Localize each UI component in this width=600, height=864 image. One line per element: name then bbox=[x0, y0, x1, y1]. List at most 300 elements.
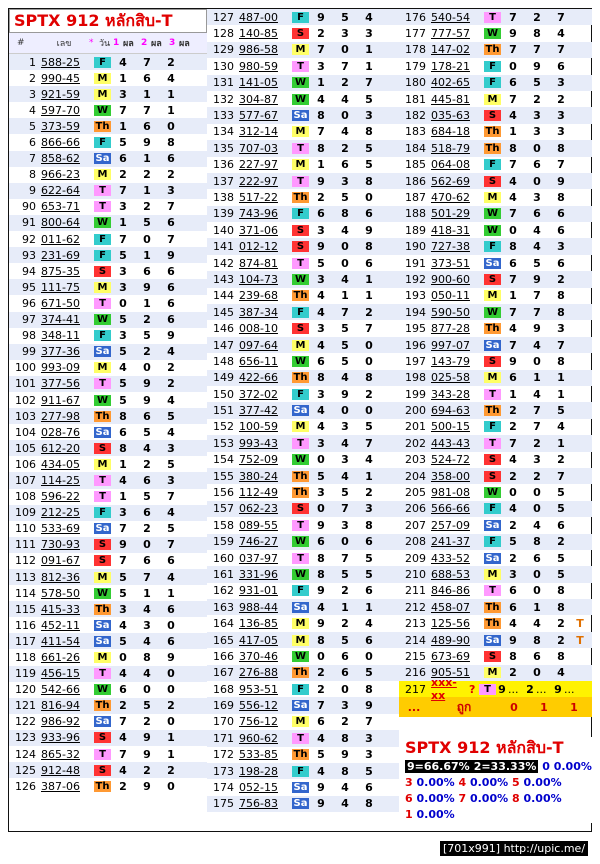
table-row bbox=[9, 666, 207, 682]
day-badge: F bbox=[94, 330, 111, 341]
row-number: 130 bbox=[213, 59, 234, 73]
digit-2: 2 bbox=[341, 584, 349, 598]
table-row bbox=[399, 402, 592, 418]
table-row bbox=[399, 58, 592, 74]
extra-mark: T bbox=[576, 617, 584, 631]
table-row bbox=[207, 697, 399, 713]
digit-2: 0 bbox=[341, 240, 349, 254]
digit-3: 2 bbox=[167, 377, 175, 391]
summary-pct: 0.00% bbox=[416, 776, 459, 789]
hash-header: # bbox=[17, 38, 25, 48]
draw-result: 377-56 bbox=[41, 377, 80, 391]
day-badge: S bbox=[484, 110, 501, 121]
rows-col1 bbox=[9, 54, 207, 794]
digit-1: 7 bbox=[509, 92, 517, 106]
draw-result: 198-28 bbox=[239, 764, 278, 778]
draw-result: 562-69 bbox=[431, 174, 470, 188]
digit-2: 7 bbox=[341, 551, 349, 565]
digit-1: 0 bbox=[317, 453, 325, 467]
table-row bbox=[399, 337, 592, 353]
day-badge: S bbox=[484, 454, 501, 465]
day-badge: S bbox=[292, 225, 309, 236]
summary-pct: 0.00% bbox=[416, 792, 459, 805]
digit-3: 1 bbox=[167, 731, 175, 745]
digit-2: 7 bbox=[341, 59, 349, 73]
digit-2: 2 bbox=[341, 141, 349, 155]
day-badge: F bbox=[484, 536, 501, 547]
digit-3: 6 bbox=[167, 296, 175, 310]
digit-2: 6 bbox=[143, 71, 151, 85]
table-row bbox=[399, 107, 592, 123]
digit-2: 8 bbox=[143, 651, 151, 665]
digit-1: 6 bbox=[317, 354, 325, 368]
digit-1: 5 bbox=[119, 345, 127, 359]
digit-3: 6 bbox=[167, 264, 175, 278]
digit-1: 6 bbox=[119, 152, 127, 166]
draw-result: 037-97 bbox=[239, 551, 278, 565]
digit-2: 0 bbox=[341, 43, 349, 57]
draw-result: 011-62 bbox=[41, 232, 80, 246]
draw-result: 730-93 bbox=[41, 538, 80, 552]
row-number: 106 bbox=[15, 457, 36, 471]
digit-2: 5 bbox=[533, 256, 541, 270]
row-number: 132 bbox=[213, 92, 234, 106]
res2-header: ผล bbox=[151, 39, 162, 49]
day-badge: M bbox=[292, 635, 309, 646]
draw-result: 933-96 bbox=[41, 731, 80, 745]
digit-1: 4 bbox=[119, 618, 127, 632]
draw-result: 800-64 bbox=[41, 216, 80, 230]
row-number: 192 bbox=[405, 272, 426, 286]
row-number: 187 bbox=[405, 190, 426, 204]
digit-3: 2 bbox=[167, 763, 175, 777]
digit-3: 8 bbox=[365, 240, 373, 254]
day-badge: W bbox=[484, 487, 501, 498]
digit-2: 5 bbox=[143, 216, 151, 230]
table-row bbox=[207, 107, 399, 123]
pending-row bbox=[399, 676, 592, 703]
digit-3: 6 bbox=[365, 633, 373, 647]
table-row bbox=[207, 42, 399, 58]
digit-2: 5 bbox=[143, 490, 151, 504]
table-row bbox=[207, 238, 399, 254]
day-badge: S bbox=[94, 765, 111, 776]
draw-result: 673-69 bbox=[431, 649, 470, 663]
digit-2: 5 bbox=[341, 567, 349, 581]
digit-1: 4 bbox=[509, 109, 517, 123]
table-row bbox=[207, 435, 399, 451]
digit-3: 1 bbox=[365, 289, 373, 303]
digit-1: 6 bbox=[509, 600, 517, 614]
row-number: 168 bbox=[213, 682, 234, 696]
draw-result: 257-09 bbox=[431, 518, 470, 532]
digit-3: 6 bbox=[167, 216, 175, 230]
digit-3: 0 bbox=[167, 715, 175, 729]
row-number: 150 bbox=[213, 387, 234, 401]
day-badge: F bbox=[292, 307, 309, 318]
digit-2: 4 bbox=[143, 634, 151, 648]
digit-1: 9 bbox=[509, 354, 517, 368]
row-number: 179 bbox=[405, 59, 426, 73]
digit-2: 6 bbox=[143, 409, 151, 423]
digit-3: 7 bbox=[365, 76, 373, 90]
digit-2: 8 bbox=[533, 535, 541, 549]
digit-2: 8 bbox=[341, 207, 349, 221]
digit-1: 7 bbox=[509, 158, 517, 172]
digit-2: 0 bbox=[143, 232, 151, 246]
day-badge: T bbox=[94, 668, 111, 679]
digit-1: 4 bbox=[119, 763, 127, 777]
day-badge: W bbox=[94, 684, 111, 695]
digit-3: 3 bbox=[557, 322, 565, 336]
table-row bbox=[399, 25, 592, 41]
digit-2: 1 bbox=[533, 371, 541, 385]
digit-3: 9 bbox=[365, 223, 373, 237]
digit-3: 3 bbox=[167, 184, 175, 198]
digit-3: 7 bbox=[365, 715, 373, 729]
table-row bbox=[399, 452, 592, 468]
digit-3: 4 bbox=[365, 10, 373, 24]
digit-3: 3 bbox=[557, 240, 565, 254]
pos3-header: 3 bbox=[169, 38, 176, 48]
row-number: 113 bbox=[15, 570, 36, 584]
draw-result: 524-72 bbox=[431, 453, 470, 467]
day-badge: Th bbox=[95, 780, 110, 792]
pending-d1: ... bbox=[508, 682, 519, 696]
digit-1: 3 bbox=[317, 59, 325, 73]
row-number: 197 bbox=[405, 354, 426, 368]
table-row bbox=[207, 124, 399, 140]
pending-v1: 9 bbox=[498, 682, 506, 696]
digit-1: 5 bbox=[119, 136, 127, 150]
hits-label: ถูก bbox=[456, 699, 472, 714]
draw-result: 960-62 bbox=[239, 731, 278, 745]
row-number: 92 bbox=[22, 232, 36, 246]
table-row bbox=[207, 9, 399, 25]
table-row bbox=[9, 730, 207, 746]
row-number: 196 bbox=[405, 338, 426, 352]
table-row bbox=[9, 102, 207, 118]
table-row bbox=[207, 386, 399, 402]
digit-3: 4 bbox=[167, 570, 175, 584]
digit-1: 7 bbox=[119, 554, 127, 568]
digit-3: 0 bbox=[167, 683, 175, 697]
table-row bbox=[207, 763, 399, 779]
digit-1: 5 bbox=[509, 535, 517, 549]
digit-3: 8 bbox=[365, 682, 373, 696]
table-row bbox=[9, 505, 207, 521]
day-badge: T bbox=[292, 61, 309, 72]
row-number: 148 bbox=[213, 354, 234, 368]
digit-3: 5 bbox=[557, 486, 565, 500]
draw-result: 756-83 bbox=[239, 797, 278, 811]
draw-result: 374-41 bbox=[41, 313, 80, 327]
digit-2: 5 bbox=[341, 338, 349, 352]
digit-3: 5 bbox=[365, 567, 373, 581]
digit-3: 0 bbox=[167, 618, 175, 632]
day-badge: M bbox=[484, 569, 501, 580]
row-number: 208 bbox=[405, 535, 426, 549]
day-badge: M bbox=[94, 89, 111, 100]
row-number: 215 bbox=[405, 649, 426, 663]
digit-1: 4 bbox=[509, 322, 517, 336]
digit-2: 4 bbox=[533, 223, 541, 237]
digit-2: 5 bbox=[341, 322, 349, 336]
summary-top2: 2=33.33% bbox=[473, 760, 537, 773]
draw-result: 518-79 bbox=[431, 141, 470, 155]
day-badge: M bbox=[94, 652, 111, 663]
table-row bbox=[9, 569, 207, 585]
table-row bbox=[9, 312, 207, 328]
pos1-header: 1 bbox=[113, 38, 120, 48]
digit-2: 5 bbox=[341, 190, 349, 204]
row-number: 189 bbox=[405, 223, 426, 237]
table-row bbox=[399, 615, 592, 631]
table-row bbox=[399, 632, 592, 648]
draw-result: 140-85 bbox=[239, 27, 278, 41]
digit-2: 2 bbox=[341, 715, 349, 729]
row-number: 126 bbox=[15, 779, 36, 793]
summary-digit: 6 bbox=[405, 792, 417, 805]
row-number: 1 bbox=[29, 55, 36, 69]
hits-row bbox=[399, 697, 592, 717]
digit-1: 7 bbox=[509, 338, 517, 352]
table-row bbox=[9, 553, 207, 569]
summary-box bbox=[399, 737, 592, 823]
row-number: 214 bbox=[405, 633, 426, 647]
draw-result: 373-51 bbox=[431, 256, 470, 270]
table-row bbox=[9, 231, 207, 247]
rows-col2 bbox=[207, 9, 399, 812]
day-badge: T bbox=[292, 176, 309, 187]
digit-1: 4 bbox=[317, 600, 325, 614]
table-row bbox=[207, 648, 399, 664]
digit-1: 3 bbox=[119, 200, 127, 214]
table-row bbox=[399, 42, 592, 58]
digit-3: 8 bbox=[557, 289, 565, 303]
digit-3: 1 bbox=[167, 87, 175, 101]
digit-3: 5 bbox=[167, 522, 175, 536]
digit-1: 4 bbox=[317, 404, 325, 418]
digit-2: 9 bbox=[341, 387, 349, 401]
day-badge: W bbox=[94, 217, 111, 228]
digit-2: 0 bbox=[533, 174, 541, 188]
draw-result: 707-03 bbox=[239, 141, 278, 155]
table-row bbox=[9, 489, 207, 505]
digit-3: 1 bbox=[365, 59, 373, 73]
draw-result: 025-58 bbox=[431, 371, 470, 385]
draw-result: 865-32 bbox=[41, 747, 80, 761]
digit-1: 7 bbox=[509, 43, 517, 57]
day-badge: T bbox=[94, 201, 111, 212]
table-row bbox=[9, 183, 207, 199]
table-row bbox=[207, 714, 399, 730]
table-row bbox=[9, 279, 207, 295]
digit-2: 6 bbox=[143, 264, 151, 278]
digit-2: 9 bbox=[143, 779, 151, 793]
draw-result: 746-27 bbox=[239, 535, 278, 549]
digit-1: 1 bbox=[317, 76, 325, 90]
digit-3: 7 bbox=[167, 232, 175, 246]
row-number: 143 bbox=[213, 272, 234, 286]
digit-3: 5 bbox=[557, 567, 565, 581]
row-number: 124 bbox=[15, 747, 36, 761]
table-row bbox=[207, 320, 399, 336]
draw-result: 136-85 bbox=[239, 617, 278, 631]
row-number: 147 bbox=[213, 338, 234, 352]
draw-result: 875-35 bbox=[41, 264, 80, 278]
day-badge: F bbox=[484, 77, 501, 88]
draw-result: 777-57 bbox=[431, 27, 470, 41]
digit-2: 7 bbox=[533, 43, 541, 57]
row-number: 146 bbox=[213, 322, 234, 336]
draw-result: 578-50 bbox=[41, 586, 80, 600]
day-badge: F bbox=[292, 208, 309, 219]
draw-result: 590-50 bbox=[431, 305, 470, 319]
table-row bbox=[207, 206, 399, 222]
digit-2: 7 bbox=[341, 305, 349, 319]
day-badge: Sa bbox=[485, 634, 500, 646]
day-badge: M bbox=[292, 618, 309, 629]
row-number: 184 bbox=[405, 141, 426, 155]
draw-result: 141-05 bbox=[239, 76, 278, 90]
draw-result: 304-87 bbox=[239, 92, 278, 106]
table-row bbox=[207, 615, 399, 631]
day-badge: Th bbox=[293, 749, 308, 761]
table-row bbox=[399, 435, 592, 451]
digit-1: 7 bbox=[509, 436, 517, 450]
digit-1: 5 bbox=[119, 393, 127, 407]
digit-2: 5 bbox=[533, 76, 541, 90]
digit-3: 9 bbox=[557, 174, 565, 188]
day-badge: F bbox=[484, 61, 501, 72]
digit-3: 0 bbox=[167, 119, 175, 133]
digit-3: 6 bbox=[557, 207, 565, 221]
digit-2: 3 bbox=[533, 453, 541, 467]
draw-result: 866-66 bbox=[41, 136, 80, 150]
digit-2: 3 bbox=[533, 109, 541, 123]
row-number: 163 bbox=[213, 600, 234, 614]
draw-result: 112-49 bbox=[239, 486, 278, 500]
digit-3: 8 bbox=[167, 136, 175, 150]
table-row bbox=[9, 746, 207, 762]
row-number: 144 bbox=[213, 289, 234, 303]
digit-2: 6 bbox=[533, 158, 541, 172]
table-row bbox=[9, 151, 207, 167]
day-badge: T bbox=[292, 520, 309, 531]
day-badge: M bbox=[484, 94, 501, 105]
row-number: 96 bbox=[22, 296, 36, 310]
draw-result: 434-05 bbox=[41, 457, 80, 471]
row-number: 121 bbox=[15, 699, 36, 713]
row-number: 107 bbox=[15, 473, 36, 487]
draw-result: 050-11 bbox=[431, 289, 470, 303]
table-row bbox=[9, 54, 207, 70]
row-number: 97 bbox=[22, 313, 36, 327]
row-number: 100 bbox=[15, 361, 36, 375]
row-number: 118 bbox=[15, 651, 36, 665]
digit-2: 7 bbox=[143, 103, 151, 117]
row-number: 129 bbox=[213, 43, 234, 57]
digit-1: 6 bbox=[119, 683, 127, 697]
draw-result: 402-65 bbox=[431, 76, 470, 90]
digit-3: 5 bbox=[365, 551, 373, 565]
draw-result: 756-12 bbox=[239, 715, 278, 729]
row-number: 6 bbox=[29, 136, 36, 150]
table-row bbox=[9, 360, 207, 376]
day-badge: Sa bbox=[293, 700, 308, 712]
digit-3: 2 bbox=[557, 453, 565, 467]
digit-1: 4 bbox=[509, 617, 517, 631]
digit-2: 1 bbox=[143, 248, 151, 262]
table-row bbox=[207, 730, 399, 746]
digit-1: 4 bbox=[119, 667, 127, 681]
digit-3: 7 bbox=[365, 322, 373, 336]
day-badge: F bbox=[292, 684, 309, 695]
digit-2: 8 bbox=[341, 764, 349, 778]
hits-v2: 1 bbox=[540, 700, 548, 714]
digit-1: 8 bbox=[317, 141, 325, 155]
digit-2: 4 bbox=[341, 125, 349, 139]
draw-result: 517-22 bbox=[239, 190, 278, 204]
summary-row bbox=[399, 791, 592, 807]
digit-2: 2 bbox=[143, 168, 151, 182]
digit-1: 1 bbox=[119, 71, 127, 85]
row-number: 135 bbox=[213, 141, 234, 155]
table-row bbox=[399, 140, 592, 156]
digit-1: 8 bbox=[317, 633, 325, 647]
digit-1: 3 bbox=[119, 87, 127, 101]
draw-result: 470-62 bbox=[431, 190, 470, 204]
draw-result: 988-44 bbox=[239, 600, 278, 614]
digit-2: 6 bbox=[143, 506, 151, 520]
day-badge: F bbox=[292, 585, 309, 596]
table-row bbox=[207, 534, 399, 550]
day-badge: T bbox=[292, 438, 309, 449]
digit-2: 6 bbox=[143, 554, 151, 568]
draw-result: 343-28 bbox=[431, 387, 470, 401]
digit-2: 1 bbox=[143, 296, 151, 310]
digit-2: 3 bbox=[533, 190, 541, 204]
draw-result: 371-06 bbox=[239, 223, 278, 237]
row-number: 138 bbox=[213, 190, 234, 204]
row-number: 206 bbox=[405, 502, 426, 516]
table-row bbox=[207, 58, 399, 74]
draw-result: 089-55 bbox=[239, 518, 278, 532]
day-badge: Sa bbox=[485, 339, 500, 351]
draw-result: 612-20 bbox=[41, 441, 80, 455]
table-row bbox=[399, 206, 592, 222]
table-row bbox=[9, 521, 207, 537]
row-number: 105 bbox=[15, 441, 36, 455]
digit-3: 8 bbox=[365, 797, 373, 811]
digit-1: 4 bbox=[317, 731, 325, 745]
digit-3: 9 bbox=[167, 248, 175, 262]
day-badge: W bbox=[94, 314, 111, 325]
day-badge: W bbox=[292, 569, 309, 580]
draw-result: 597-70 bbox=[41, 103, 80, 117]
summary-pct: 0.00% bbox=[469, 792, 512, 805]
digit-3: 3 bbox=[557, 125, 565, 139]
digit-3: 7 bbox=[557, 158, 565, 172]
digit-3: 4 bbox=[167, 425, 175, 439]
day-badge: T bbox=[484, 585, 501, 596]
row-number: 166 bbox=[213, 649, 234, 663]
table-row bbox=[399, 238, 592, 254]
table-row bbox=[9, 537, 207, 553]
draw-result: 489-90 bbox=[431, 633, 470, 647]
draw-result: 064-08 bbox=[431, 158, 470, 172]
